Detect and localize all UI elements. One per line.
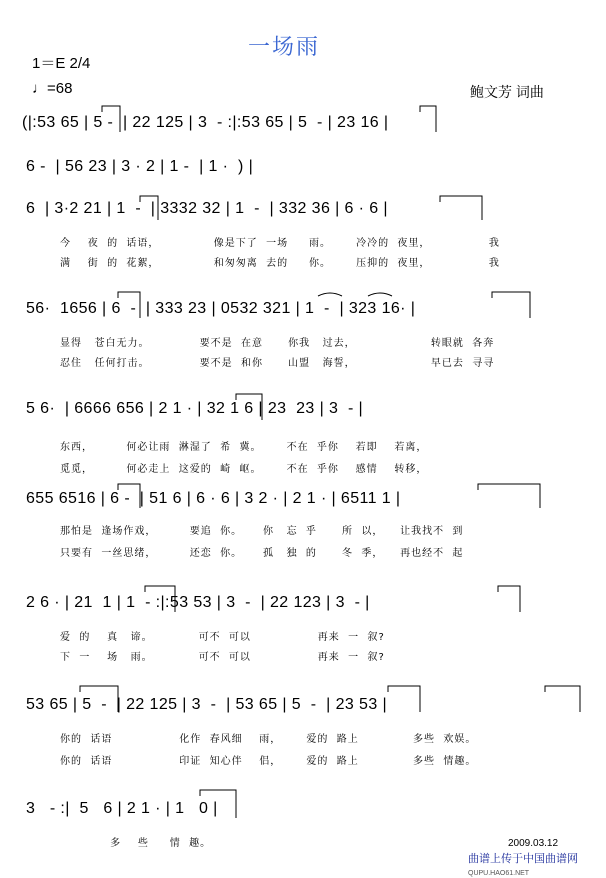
site-url: QUPU.HAO61.NET <box>468 870 530 877</box>
notation-row-7: 2 6 · | 21 1 | 1 - :|:53 53 | 3 - | 22 123 | 3 - | <box>26 594 370 611</box>
lyrics-row-7-verse-2: 下 一 场 雨。 可不 可以 再来 一 叙? <box>60 652 385 663</box>
site-name: 曲谱上传于中国曲谱网 <box>468 853 578 865</box>
upload-date: 2009.03.12 <box>508 838 559 849</box>
lyrics-row-8-verse-2: 你的 话语 印证 知心伴 侣， 爱的 路上 多些 情趣。 <box>60 756 477 767</box>
song-title: 一场雨 <box>248 35 321 60</box>
composer-credit: 鲍文芳 词曲 <box>470 84 544 100</box>
lyrics-row-3-verse-1: 今 夜 的 话语， 像是下了 一场 雨。 冷冷的 夜里， 我 <box>60 238 500 249</box>
tempo-marking: ♩=68 <box>32 80 73 97</box>
notation-row-5: 5 6· | 6666 656 | 2 1 · | 32 1 6 | 23 23 | 3 - | <box>26 400 364 417</box>
lyrics-row-8-verse-1: 你的 话语 化作 春风细 雨， 爱的 路上 多些 欢娱。 <box>60 734 477 745</box>
notation-row-6: 655 6516 | 6 - | 51 6 | 6 · 6 | 3 2 · | 2 1 · | 6511 1 | <box>26 490 401 507</box>
lyrics-row-9-verse-1: 多 些 情 趣。 <box>60 838 212 849</box>
lyrics-row-6-verse-2: 只要有 一丝思绪， 还恋 你。 孤 独 的 冬 季， 再也经不 起 <box>60 548 464 559</box>
notation-row-4: 56· 1656 | 6 - | 333 23 | 0532 321 | 1 - | 323 16· | <box>26 300 416 317</box>
lyrics-row-5-verse-2: 觅觅， 何必走上 这爱的 崎 岖。 不在 乎你 感情 转移， <box>60 464 428 475</box>
key-signature: 1＝E 2/4 <box>32 55 91 72</box>
lyrics-row-5-verse-1: 东西， 何必让雨 淋湿了 希 冀。 不在 乎你 若即 若离， <box>60 442 428 453</box>
notation-row-3: 6 | 3·2 21 | 1 - | 3332 32 | 1 - | 332 36 | 6 · 6 | <box>26 200 388 217</box>
lyrics-row-6-verse-1: 那怕是 逢场作戏， 要追 你。 你 忘 乎 所 以， 让我找不 到 <box>60 526 464 537</box>
lyrics-row-3-verse-2: 满 街 的 花絮， 和匆匆离 去的 你。 压抑的 夜里， 我 <box>60 258 500 269</box>
site-watermark <box>468 850 578 878</box>
notation-row-9: 3 - :| 5 6 | 2 1 · | 1 0 | <box>26 800 218 817</box>
notation-row-8: 53 65 | 5 - | 22 125 | 3 - | 53 65 | 5 - | 23 53 | <box>26 696 388 713</box>
lyrics-row-4-verse-1: 显得 苍白无力。 要不是 在意 你我 过去， 转眼就 各奔 <box>60 338 495 349</box>
lyrics-row-7-verse-1: 爱 的 真 谛。 可不 可以 再来 一 叙? <box>60 632 385 643</box>
lyrics-row-4-verse-2: 忍住 任何打击。 要不是 和你 山盟 海誓， 早已去 寻寻 <box>60 358 495 369</box>
notation-row-2: 6 - | 56 23 | 3 · 2 | 1 - | 1 · ) | <box>26 158 254 175</box>
notation-row-1: (|:53 65 | 5 - | 22 125 | 3 - :|:53 65 | 5 - | 23 16 | <box>22 114 389 131</box>
